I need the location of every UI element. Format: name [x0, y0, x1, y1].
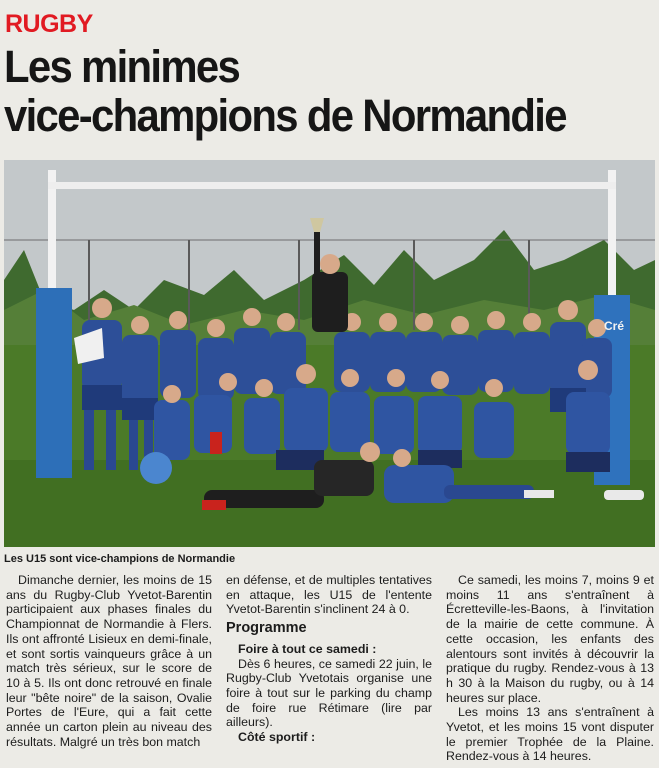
article-paragraph: Les moins 13 ans s'entraînent à Yvetot, et les moins 15 vont disputer le premier Trophée de la Plaine. Rendez-vous à 14 heures. [446, 705, 654, 764]
section-tag: RUGBY [5, 10, 93, 38]
headline [4, 42, 609, 140]
article-column-2 [226, 573, 432, 745]
team-photo [4, 160, 655, 547]
sportif-subheading: Côté sportif : [238, 730, 316, 745]
team-photo-illustration [4, 160, 655, 547]
headline-line-2: vice-champions de Normandie [4, 90, 566, 141]
article-paragraph: Dès 6 heures, ce samedi 22 juin, le Rugby-Club Yvetotais organise une foire à tout sur le parking du champ de foire rue Rétimare (lire par ailleurs). [226, 656, 432, 730]
programme-heading: Programme [226, 620, 307, 637]
photo-caption: Les U15 sont vice-champions de Normandie [4, 553, 236, 565]
foire-subheading: Foire à tout ce samedi : [238, 641, 377, 656]
article-paragraph: Ce samedi, les moins 7, moins 9 et moins 11 ans s'entraînent à Écretteville-les-Baons, à l'invitation de la mairie de cette commune. À cette occasion, les enfants des alentours sont invités à découvrir la pratique du rugby. Rendez-vous à 13 h 30 à la Maison du rugby, ou à 14 heures sur place. [446, 573, 654, 705]
article-paragraph: en défense, et de multiples tentatives en attaque, les U15 de l'entente Yvetot-Barentin s'inclinent 24 à 0. [226, 573, 432, 617]
svg-text:Cré: Cré [604, 319, 625, 333]
article-paragraph: Dimanche dernier, les moins de 15 ans du Rugby-Club Yvetot-Barentin participaient aux phases finales du Championnat de Normandie à Flers. Ils ont affronté Lisieux en demi-finale, et sont sortis vainqueurs grâce à un match très sérieux, sur le score de 10 à 5. Ils ont donc retrouvé en finale leur "bête noire" de la saison, Ovalie Portes de l'Eure, qui a fait cette année un carton plein au niveau des résultats. Malgré un très bon match [6, 573, 212, 749]
article-column-1 [6, 573, 212, 749]
headline-line-1: Les minimes [4, 41, 240, 92]
article-column-3 [446, 573, 654, 764]
